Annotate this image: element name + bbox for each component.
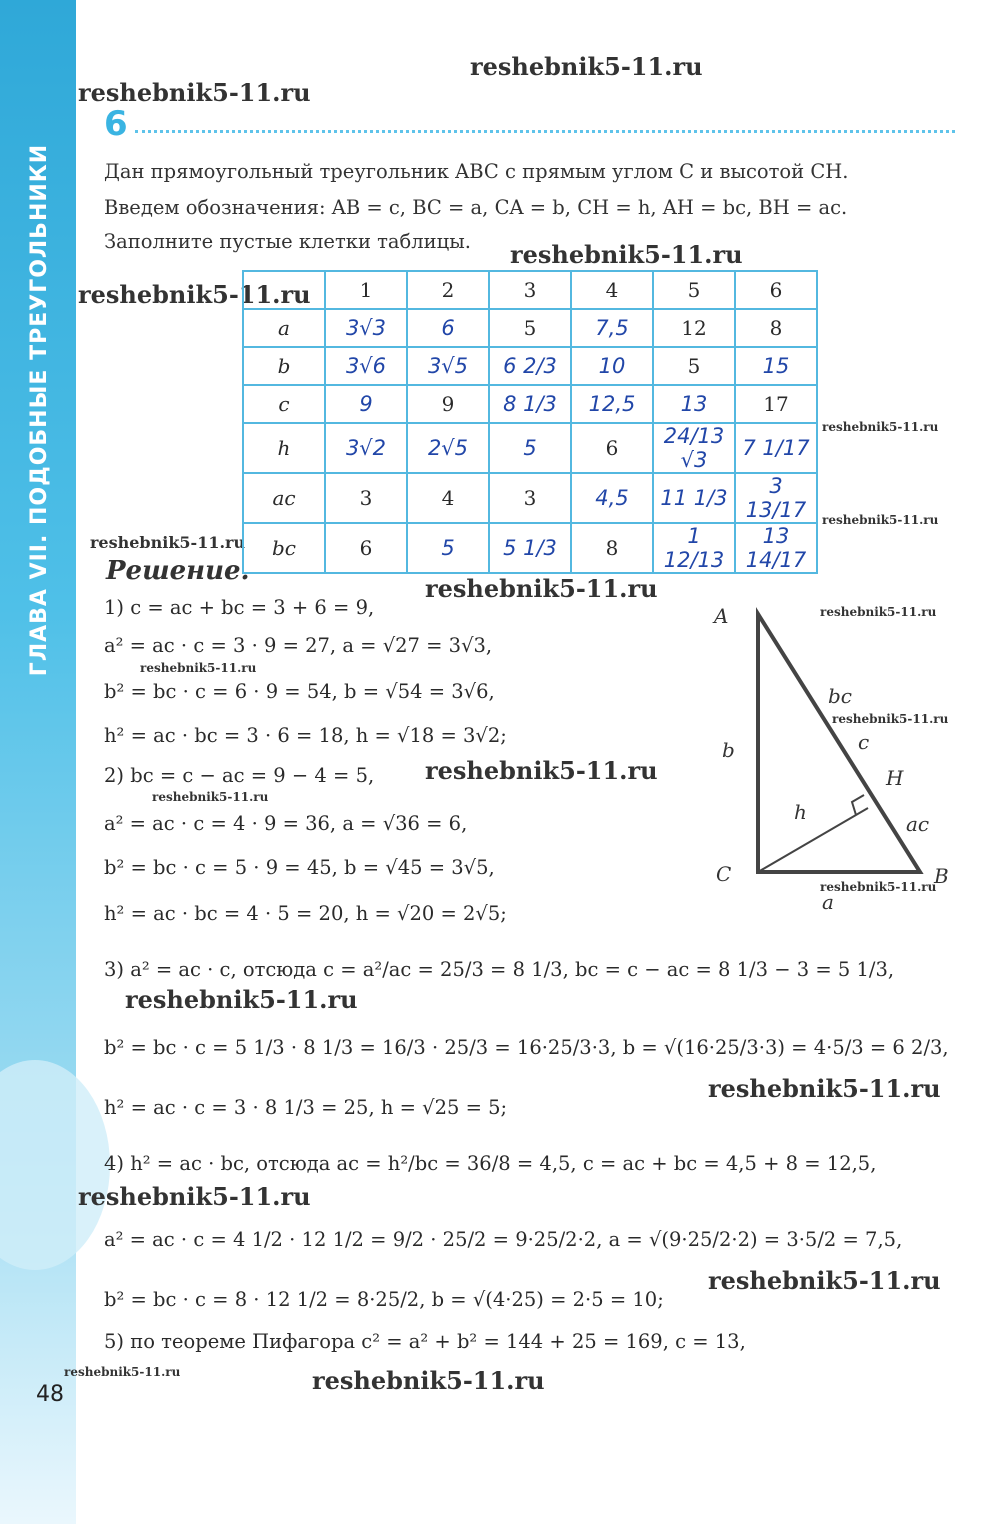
- solution-line: h² = ac · c = 3 · 8 1/3 = 25, h = √25 = 5;: [104, 1096, 508, 1119]
- watermark: reshebnik5-11.ru: [425, 756, 658, 785]
- dotted-divider: [135, 130, 955, 133]
- triangle-diagram: [700, 600, 960, 920]
- watermark: reshebnik5-11.ru: [78, 78, 311, 107]
- table-corner: [243, 271, 325, 309]
- table-cell: 5 1/3: [489, 523, 571, 573]
- table-cell: 6 2/3: [489, 347, 571, 385]
- side-a-label: a: [822, 890, 834, 914]
- watermark: reshebnik5-11.ru: [90, 533, 246, 552]
- table-cell: 5: [489, 309, 571, 347]
- table-cell: 6: [571, 423, 653, 473]
- table-cell: 15: [735, 347, 817, 385]
- table-cell: 8 1/3: [489, 385, 571, 423]
- row-header: c: [243, 385, 325, 423]
- table-cell: 17: [735, 385, 817, 423]
- solution-line: b² = bc · c = 8 · 12 1/2 = 8·25/2, b = √(4·25) = 2·5 = 10;: [104, 1288, 664, 1311]
- triangle-abc: [758, 614, 920, 872]
- solution-line: 2) bc = c − ac = 9 − 4 = 5,: [104, 764, 375, 787]
- values-table: [242, 270, 818, 574]
- table-cell: 3√5: [407, 347, 489, 385]
- task-number: 6: [104, 104, 128, 144]
- table-row: [243, 385, 817, 423]
- table-cell: 6: [407, 309, 489, 347]
- watermark: reshebnik5-11.ru: [820, 605, 937, 619]
- solution-line: a² = ac · c = 4 · 9 = 36, a = √36 = 6,: [104, 812, 468, 835]
- watermark: reshebnik5-11.ru: [312, 1366, 545, 1395]
- table-cell: 13: [653, 385, 735, 423]
- table-cell: 3√2: [325, 423, 407, 473]
- chapter-sidebar: [0, 0, 76, 1524]
- table-cell: 9: [325, 385, 407, 423]
- watermark: reshebnik5-11.ru: [510, 240, 743, 269]
- side-b-label: b: [722, 738, 735, 762]
- solution-line: 5) по теореме Пифагора c² = a² + b² = 144 + 25 = 169, c = 13,: [104, 1330, 746, 1353]
- watermark: reshebnik5-11.ru: [125, 985, 358, 1014]
- table-cell: 1 12/13: [653, 523, 735, 573]
- height-h-label: h: [794, 800, 807, 824]
- table-cell: 3√6: [325, 347, 407, 385]
- table-cell: 5: [407, 523, 489, 573]
- vertex-a-label: A: [714, 604, 729, 628]
- column-header: 4: [571, 271, 653, 309]
- table-cell: 4,5: [571, 473, 653, 523]
- table-cell: 12,5: [571, 385, 653, 423]
- column-header: 2: [407, 271, 489, 309]
- chapter-title: ГЛАВА VII. ПОДОБНЫЕ ТРЕУГОЛЬНИКИ: [27, 143, 52, 677]
- column-header: 1: [325, 271, 407, 309]
- page-number: 48: [36, 1382, 64, 1407]
- vertex-c-label: C: [716, 862, 732, 886]
- watermark: reshebnik5-11.ru: [425, 574, 658, 603]
- segment-ac-label: ac: [906, 812, 930, 836]
- table-cell: 3: [489, 473, 571, 523]
- table-cell: 8: [571, 523, 653, 573]
- table-cell: 13 14/17: [735, 523, 817, 573]
- table-cell: 5: [489, 423, 571, 473]
- table-cell: 11 1/3: [653, 473, 735, 523]
- solution-line: 3) a² = ac · c, отсюда c = a²/ac = 25/3 = 8 1/3, bc = c − ac = 8 1/3 − 3 = 5 1/3,: [104, 958, 895, 981]
- row-header: h: [243, 423, 325, 473]
- watermark: reshebnik5-11.ru: [470, 52, 703, 81]
- column-header: 6: [735, 271, 817, 309]
- watermark: reshebnik5-11.ru: [78, 280, 311, 309]
- table-cell: 10: [571, 347, 653, 385]
- decorative-circle: [0, 1060, 110, 1270]
- solution-line: 4) h² = ac · bc, отсюда ac = h²/bc = 36/8 = 4,5, c = ac + bc = 4,5 + 8 = 12,5,: [104, 1152, 877, 1175]
- row-header: bc: [243, 523, 325, 573]
- table-cell: 12: [653, 309, 735, 347]
- watermark: reshebnik5-11.ru: [822, 420, 939, 434]
- solution-line: b² = bc · c = 5 1/3 · 8 1/3 = 16/3 · 25/3 = 16·25/3·3, b = √(16·25/3·3) = 4·5/3 = 6 2/3,: [104, 1036, 949, 1059]
- watermark: reshebnik5-11.ru: [152, 790, 269, 804]
- table-cell: 3 13/17: [735, 473, 817, 523]
- solution-line: h² = ac · bc = 3 · 6 = 18, h = √18 = 3√2;: [104, 724, 507, 747]
- table-cell: 5: [653, 347, 735, 385]
- column-header: 5: [653, 271, 735, 309]
- table-cell: 24/13 √3: [653, 423, 735, 473]
- row-header: a: [243, 309, 325, 347]
- table-cell: 6: [325, 523, 407, 573]
- watermark: reshebnik5-11.ru: [820, 880, 937, 894]
- watermark: reshebnik5-11.ru: [140, 661, 257, 675]
- table-cell: 3√3: [325, 309, 407, 347]
- column-header: 3: [489, 271, 571, 309]
- solution-line: b² = bc · c = 5 · 9 = 45, b = √45 = 3√5,: [104, 856, 495, 879]
- table-row: [243, 523, 817, 573]
- table-header-row: [243, 271, 817, 309]
- table-cell: 7,5: [571, 309, 653, 347]
- watermark: reshebnik5-11.ru: [708, 1074, 941, 1103]
- table-cell: 4: [407, 473, 489, 523]
- table-cell: 2√5: [407, 423, 489, 473]
- row-header: ac: [243, 473, 325, 523]
- task-condition: Введем обозначения: AB = c, BC = a, CA = b, CH = h, AH = bc, BH = ac.: [104, 196, 848, 219]
- point-h-label: H: [886, 766, 904, 790]
- solution-line: 1) c = ac + bc = 3 + 6 = 9,: [104, 596, 375, 619]
- solution-line: b² = bc · c = 6 · 9 = 54, b = √54 = 3√6,: [104, 680, 495, 703]
- table-row: [243, 309, 817, 347]
- side-c-label: c: [858, 730, 870, 754]
- solution-line: h² = ac · bc = 4 · 5 = 20, h = √20 = 2√5;: [104, 902, 507, 925]
- table-row: [243, 423, 817, 473]
- table-cell: 3: [325, 473, 407, 523]
- watermark: reshebnik5-11.ru: [832, 712, 949, 726]
- watermark: reshebnik5-11.ru: [822, 513, 939, 527]
- table-cell: 8: [735, 309, 817, 347]
- watermark: reshebnik5-11.ru: [708, 1266, 941, 1295]
- solution-heading: Решение.: [106, 556, 250, 586]
- solution-line: a² = ac · c = 4 1/2 · 12 1/2 = 9/2 · 25/2 = 9·25/2·2, a = √(9·25/2·2) = 3·5/2 = 7,5,: [104, 1228, 903, 1251]
- table-row: [243, 473, 817, 523]
- solution-line: a² = ac · c = 3 · 9 = 27, a = √27 = 3√3,: [104, 634, 493, 657]
- task-condition: Дан прямоугольный треугольник ABC с прямым углом C и высотой CH.: [104, 160, 849, 183]
- table-cell: 7 1/17: [735, 423, 817, 473]
- segment-bc-label: bc: [828, 684, 853, 708]
- height-ch: [758, 808, 868, 872]
- table-cell: 9: [407, 385, 489, 423]
- vertex-b-label: B: [934, 864, 949, 888]
- task-condition: Заполните пустые клетки таблицы.: [104, 230, 471, 253]
- watermark: reshebnik5-11.ru: [64, 1365, 181, 1379]
- table-row: [243, 347, 817, 385]
- watermark: reshebnik5-11.ru: [78, 1182, 311, 1211]
- row-header: b: [243, 347, 325, 385]
